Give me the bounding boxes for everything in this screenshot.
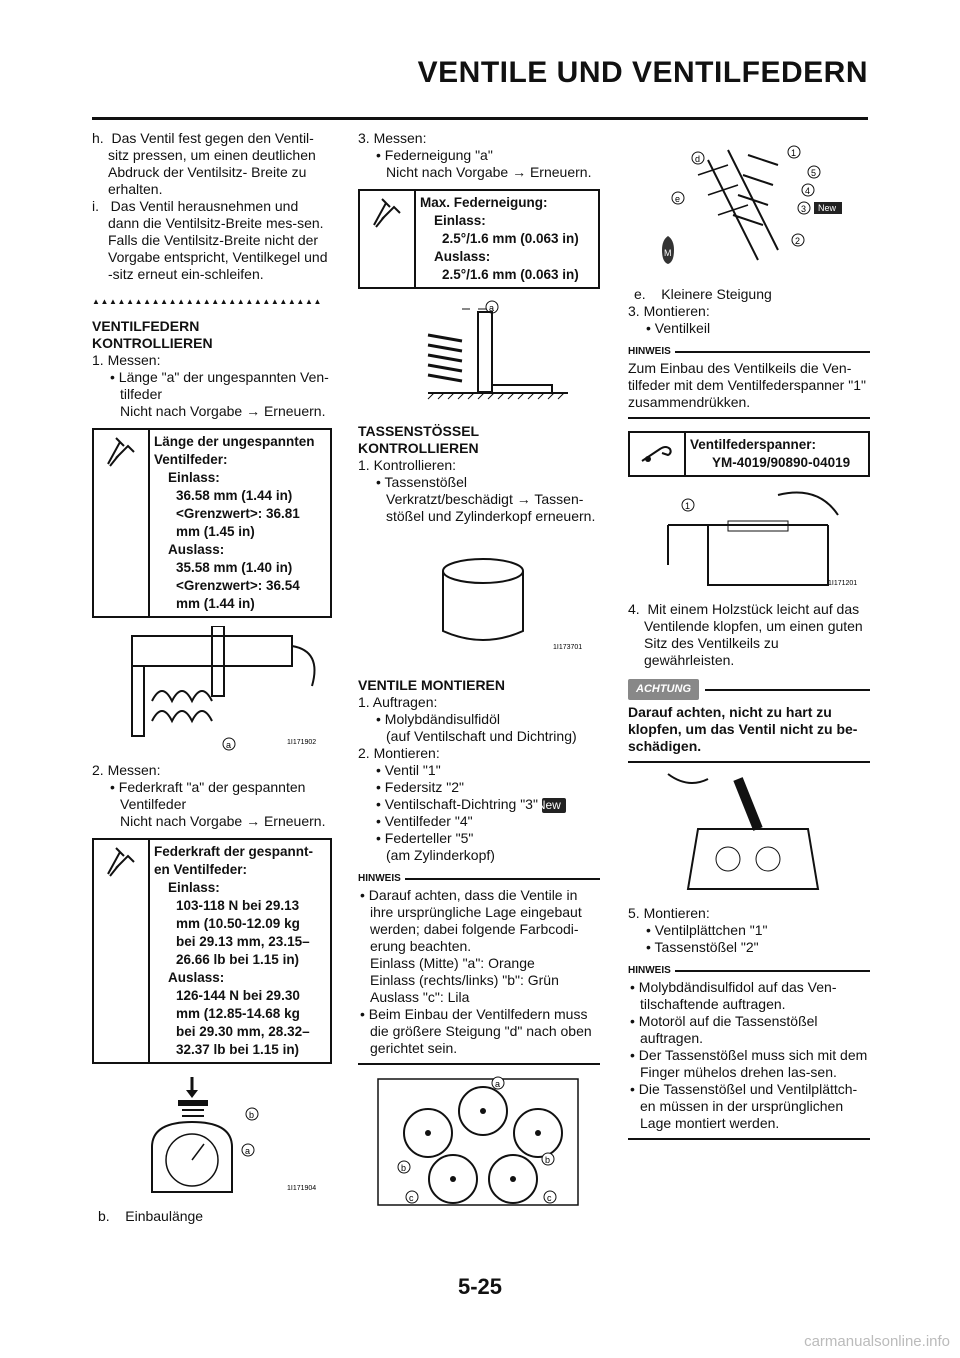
spec-line: Auslass:: [168, 970, 225, 985]
valve-spring-compressor-illustration: [628, 485, 868, 595]
callout-c: c: [547, 1193, 552, 1203]
spec-line: Einlass:: [168, 880, 220, 895]
spec-line: 32.37 lb bei 1.15 in): [176, 1042, 300, 1057]
bullet: • Länge "a" der ungespannten Ven-tilfeder: [110, 369, 329, 402]
bullet: • Tassenstößel: [376, 474, 468, 490]
page-title: VENTILE UND VENTILFEDERN: [417, 56, 868, 89]
callout-d: d: [695, 154, 701, 164]
bullet-cont: Nicht nach Vorgabe → Erneuern.: [120, 403, 326, 419]
spec-line: <Grenzwert>: 36.81: [176, 506, 300, 521]
callout-a: a: [226, 740, 232, 750]
note-bullet: • Darauf achten, dass die Ventile in ihre ursprüngliche Lage eingebaut werden; dabei folgende Farbcodi-erung beachten.: [360, 887, 582, 954]
end-of-procedure-marker: ▲▲▲▲▲▲▲▲▲▲▲▲▲▲▲▲▲▲▲▲▲▲▲▲▲▲▲: [92, 297, 322, 306]
callout-3: 3: [801, 204, 807, 214]
hammer-tapping-illustration: [628, 769, 868, 899]
bullet: • Federneigung "a": [376, 147, 493, 163]
spec-line: en Ventilfeder:: [154, 862, 248, 877]
bullet: • Ventilkeil: [646, 320, 711, 336]
title-rule: [92, 117, 868, 120]
cylinder-head-valves-illustration: [358, 1071, 598, 1209]
step-5: 5. Montieren:: [628, 905, 710, 921]
bullet-cont: Verkratzt/beschädigt → Tassen-stößel und Zylinderkopf erneuern.: [386, 491, 596, 524]
spec-line: mm (1.44 in): [176, 596, 255, 611]
column-1: [92, 130, 332, 1225]
callout-b: b: [249, 1110, 255, 1120]
section-heading-tassenstoessel: TASSENSTÖSSEL KONTROLLIEREN: [358, 423, 479, 456]
note-bullet: • Motoröl auf die Tassenstößel auftragen.: [630, 1013, 818, 1046]
bullet: • Tassenstößel "2": [646, 939, 759, 955]
spec-line: bei 29.30 mm, 28.32–: [176, 1024, 310, 1039]
spec-line: Einlass:: [168, 470, 220, 485]
section-heading-ventile-montieren: VENTILE MONTIEREN: [358, 677, 506, 693]
bullet: • Federkraft "a" der gespannten Ventilfeder: [110, 779, 306, 812]
bullet-cont: Nicht nach Vorgabe → Erneuern.: [386, 164, 592, 180]
step-1: 1. Messen:: [92, 352, 161, 368]
new-badge: New: [542, 798, 566, 813]
spring-scale-illustration: [92, 1072, 332, 1202]
achtung-header: [628, 679, 870, 700]
spec-line: 26.66 lb bei 1.15 in): [176, 952, 300, 967]
caliper-icon: [94, 840, 150, 1062]
callout-1: 1: [791, 148, 797, 158]
spec-line: 36.58 mm (1.44 in): [176, 488, 293, 503]
bullet: • Molybdändisulfidöl: [376, 711, 500, 727]
spec-line: Max. Federneigung:: [420, 195, 548, 210]
callout-4: 4: [805, 186, 811, 196]
note-bullet: • Der Tassenstößel muss sich mit dem Finger mühelos drehen las-sen.: [630, 1047, 868, 1080]
figure-code: 1I171201: [828, 580, 858, 587]
bullet: • Ventilschaft-Dichtring "3" New: [358, 796, 600, 813]
step-i: i. Das Ventil herausnehmen und dann die Ventilsitz-Breite mes-sen. Falls die Ventilsitz-Breite nicht der Vorgabe entspricht, Ventilkegel und -sitz erneut ein-schleifen.: [92, 198, 328, 282]
achtung-label: ACHTUNG: [628, 679, 699, 700]
spec-line: mm (1.45 in): [176, 524, 255, 539]
bullet: • Federsitz "2": [376, 779, 464, 795]
spec-line: 2.5°/1.6 mm (0.063 in): [442, 267, 579, 282]
page-number: 5-25: [457, 1274, 503, 1299]
spec-line: 2.5°/1.6 mm (0.063 in): [442, 231, 579, 246]
step-3: 3. Montieren:: [628, 303, 710, 319]
bullet: • Ventilplättchen "1": [646, 922, 768, 938]
bullet-cont: (am Zylinderkopf): [386, 847, 495, 863]
step-3: 3. Messen:: [358, 130, 427, 146]
spec-line: <Grenzwert>: 36.54: [176, 578, 300, 593]
caliper-icon: [94, 430, 150, 616]
note-end-rule: [628, 1138, 870, 1140]
note-line: Auslass "c": Lila: [370, 989, 470, 1005]
spring-squareness-illustration: [358, 297, 598, 417]
step-2: 2. Montieren:: [358, 745, 440, 761]
callout-2: 2: [795, 236, 801, 246]
caption-e: e. Kleinere Steigung: [634, 286, 772, 302]
spec-line: Ventilfeder:: [154, 452, 228, 467]
spec-line: Einlass:: [434, 213, 486, 228]
valve-assembly-illustration: [628, 140, 868, 280]
spec-line: mm (12.85-14.68 kg: [176, 1006, 300, 1021]
warning-end-rule: [628, 761, 870, 763]
spec-box-tool: [628, 431, 870, 477]
bullet: • Ventilfeder "4": [376, 813, 473, 829]
note-line: Einlass (rechts/links) "b": Grün: [370, 972, 559, 988]
figure-code: 1I171904: [287, 1185, 317, 1192]
step-4: 4. Mit einem Holzstück leicht auf das Ventilende klopfen, um einen guten Sitz des Ventilkeils zu gewährleisten.: [628, 601, 863, 668]
callout-1: 1: [685, 501, 691, 511]
figure-code: 1I171902: [287, 739, 317, 746]
watermark: carmanualsonline.info: [804, 1333, 950, 1350]
callout-b: b: [545, 1155, 551, 1165]
section-heading-ventilfedern: VENTILFEDERN KONTROLLIEREN: [92, 318, 213, 351]
hinweis-header: HINWEIS: [358, 870, 600, 887]
spec-line: Federkraft der gespannt-: [154, 844, 314, 859]
hinweis-header: HINWEIS: [628, 343, 870, 360]
spec-line: Auslass:: [434, 249, 491, 264]
column-2: [358, 130, 600, 1215]
step-1: 1. Auftragen:: [358, 694, 438, 710]
note-bullet: • Molybdändisulfidol auf das Ven-tilschaftende auftragen.: [630, 979, 837, 1012]
spec-line: Auslass:: [168, 542, 225, 557]
special-tool-icon: [630, 433, 686, 475]
figure-code: 1I173701: [553, 644, 583, 651]
warning-text: Darauf achten, nicht zu hart zu klopfen, um das Ventil nicht zu be-schädigen.: [628, 704, 858, 754]
spec-line: Länge der ungespannten: [154, 434, 315, 449]
bullet-cont: Nicht nach Vorgabe → Erneuern.: [120, 813, 326, 829]
step-1: 1. Kontrollieren:: [358, 457, 457, 473]
callout-b: b: [401, 1163, 407, 1173]
caption-b: b. Einbaulänge: [98, 1208, 204, 1224]
hinweis-header: HINWEIS: [628, 962, 870, 979]
new-badge: New: [818, 203, 837, 213]
spec-box-inclination: [358, 189, 600, 289]
spec-box-length: [92, 428, 332, 618]
spec-line: 103-118 N bei 29.13: [176, 898, 300, 913]
step-h: h. Das Ventil fest gegen den Ventil-sitz pressen, um einen deutlichen Abdruck der Ventilsitz- Breite zu erhalten.: [92, 130, 316, 197]
bullet: • Ventil "1": [376, 762, 441, 778]
spec-line: YM-4019/90890-04019: [712, 455, 851, 470]
note-end-rule: [358, 1063, 600, 1065]
callout-e: e: [675, 194, 681, 204]
spec-line: 126-144 N bei 29.30: [176, 988, 300, 1003]
spec-box-force: [92, 838, 332, 1064]
callout-a: a: [245, 1146, 251, 1156]
callout-a: a: [495, 1079, 501, 1089]
note-bullet: • Die Tassenstößel und Ventilplättch-en müssen in der ursprünglichen Lage montiert werden.: [630, 1081, 858, 1131]
valve-lifter-illustration: [358, 531, 598, 671]
spec-line: Ventilfederspanner:: [690, 437, 817, 452]
note-line: Einlass (Mitte) "a": Orange: [370, 955, 535, 971]
callout-5: 5: [811, 168, 817, 178]
note-text: Zum Einbau des Ventilkeils die Ven-tilfeder mit dem Ventilfederspanner "1" zusammendrükken.: [628, 360, 866, 410]
column-3: [628, 130, 870, 1140]
note-bullet: • Beim Einbau der Ventilfedern muss die größere Steigung "d" nach oben gerichtet sein.: [360, 1006, 592, 1056]
spec-line: mm (10.50-12.09 kg: [176, 916, 300, 931]
molybdenum-oil-icon: M: [664, 248, 672, 258]
bullet: • Federteller "5": [376, 830, 474, 846]
callout-c: c: [409, 1193, 414, 1203]
spec-line: 35.58 mm (1.40 in): [176, 560, 293, 575]
note-end-rule: [628, 417, 870, 419]
bullet-cont: (auf Ventilschaft und Dichtring): [386, 728, 577, 744]
spec-line: bei 29.13 mm, 23.15–: [176, 934, 310, 949]
caliper-icon: [360, 191, 416, 287]
caliper-spring-illustration: [92, 626, 332, 756]
callout-a: a: [489, 303, 495, 313]
step-2: 2. Messen:: [92, 762, 161, 778]
